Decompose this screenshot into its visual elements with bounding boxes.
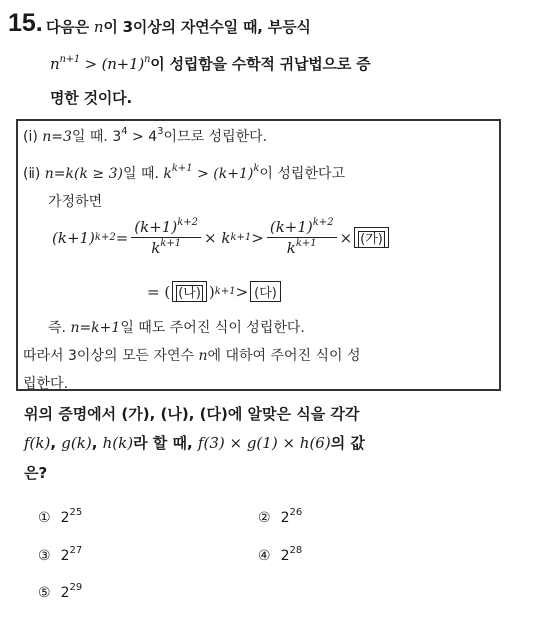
blank-ga-box: (가) [354, 227, 389, 248]
blank-na-box: (나) [172, 281, 207, 302]
fraction-2: $\frac{(k+1)^{k+2}}{k^{k+1}}$ [267, 218, 337, 257]
fraction-1: $\frac{(k+1)^{k+2}}{k^{k+1}}$ [131, 218, 201, 257]
choice-4[interactable]: ④ $2^{28}$ [258, 545, 303, 564]
question-number: 15. [8, 9, 43, 37]
subquestion-line2: f(k), g(k), h(k)라 할 때, f(3) × g(1) × h(6)의 값 [24, 434, 365, 452]
proof-conclusion: 즉. n=k+1일 때도 주어진 식이 성립한다. [48, 320, 305, 336]
proof-step1: (ⅰ) n=3일 때. $3^4 > 4^3$이므로 성립한다. [23, 126, 268, 145]
proof-equation-line1: (k+1) k+2 = $\frac{(k+1)^{k+2}}{k^{k+1}}$ × k k+1 > $\frac{(k+1)^{k+2}}{k^{k+1}}$ × (가) [52, 218, 391, 257]
subquestion-line1: 위의 증명에서 (가), (나), (다)에 알맞은 식을 각각 [24, 405, 360, 423]
blank-da-box: (다) [250, 281, 281, 302]
subquestion-line3: 은? [24, 464, 48, 482]
question-stem-line2: $n^{n+1} > (n+1)^n$이 성립함을 수학적 귀납법으로 증 [50, 54, 371, 73]
question-stem-line3: 명한 것이다. [50, 89, 132, 107]
choice-3[interactable]: ③ $2^{27}$ [38, 545, 83, 564]
choice-1[interactable]: ① $2^{25}$ [38, 507, 83, 526]
proof-final-line1: 따라서 3이상의 모든 자연수 n에 대하여 주어진 식이 성 [23, 348, 361, 364]
proof-step2: (ⅱ) n=k(k ≥ 3)일 때. $k^{k+1} > (k+1)^k$이 성립한다고 [23, 163, 346, 182]
question-stem-line1: 다음은 n이 3이상의 자연수일 때, 부등식 [46, 18, 311, 36]
proof-step2-line2: 가정하면 [48, 194, 103, 210]
proof-equation-line2: = ( (나) ) k+1 > (다) [147, 281, 283, 302]
choice-2[interactable]: ② $2^{26}$ [258, 507, 303, 526]
choice-5[interactable]: ⑤ $2^{29}$ [38, 582, 83, 601]
proof-final-line2: 립한다. [23, 376, 69, 392]
